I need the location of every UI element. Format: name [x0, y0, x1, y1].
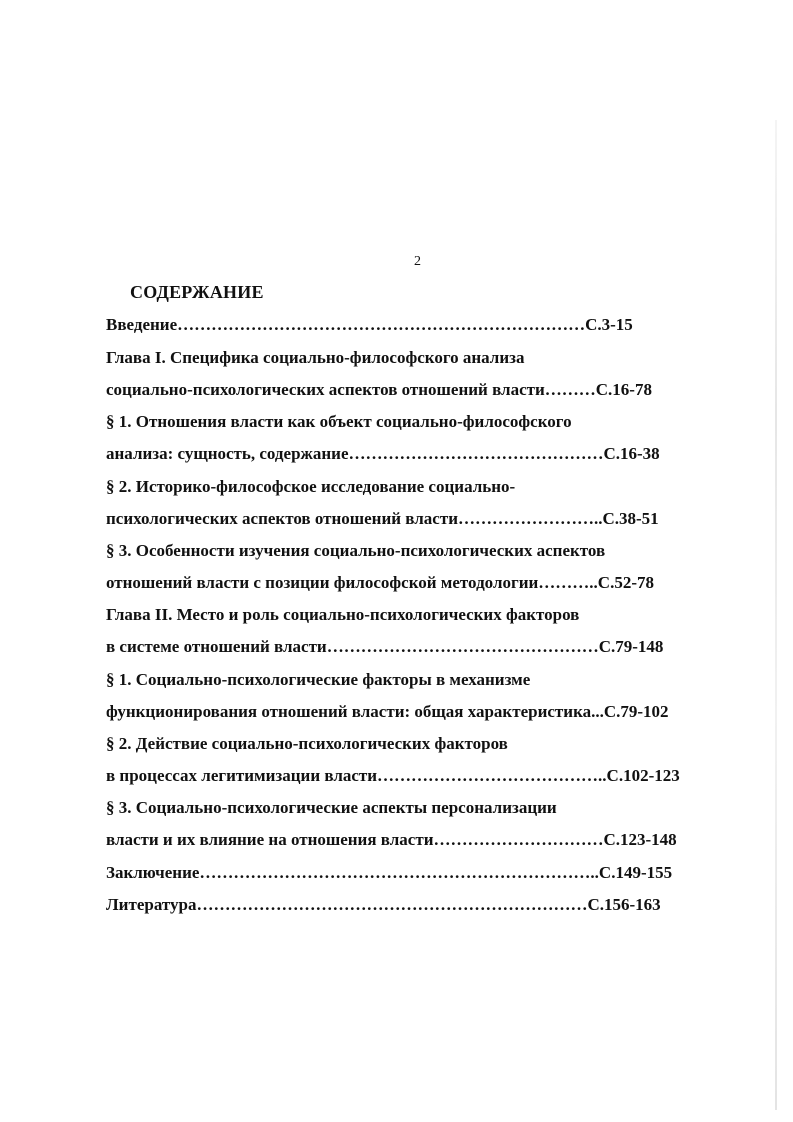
toc-line: § 2. Историко-философское исследование социально-: [106, 477, 516, 496]
toc-line: Литература……………………………………………………………С.156-163: [106, 895, 661, 914]
toc-line: Заключение……………………………………………………………..С.149-155: [106, 863, 673, 882]
toc-line: § 1. Отношения власти как объект социально-философского: [106, 412, 572, 431]
toc-line: Введение………………………………………………………………С.3-15: [106, 315, 633, 334]
toc-line: § 3. Особенности изучения социально-психологических аспектов: [106, 541, 606, 560]
toc-line: в системе отношений власти…………………………………………С.79-148: [106, 637, 664, 656]
toc-line: Глава I. Специфика социально-философского анализа: [106, 348, 525, 367]
toc-line: § 3. Социально-психологические аспекты персонализации: [106, 798, 557, 817]
toc-line: отношений власти с позиции философской методологии………..С.52-78: [106, 573, 654, 592]
page-number: 2: [414, 254, 421, 269]
toc-heading: СОДЕРЖАНИЕ: [130, 282, 264, 302]
toc-line: социально-психологических аспектов отношений власти………С.16-78: [106, 380, 652, 399]
toc-line: власти и их влияние на отношения власти…………………………С.123-148: [106, 830, 677, 849]
toc-line: анализа: сущность, содержание………………………………………С.16-38: [106, 444, 660, 463]
toc-line: в процессах легитимизации власти…………………………………..С.102-123: [106, 766, 680, 785]
toc-line: функционирования отношений власти: общая характеристика...С.79-102: [106, 702, 669, 721]
toc-line: § 1. Социально-психологические факторы в механизме: [106, 670, 531, 689]
toc-line: Глава II. Место и роль социально-психологических факторов: [106, 605, 580, 624]
toc-line: § 2. Действие социально-психологических факторов: [106, 734, 508, 753]
toc-line: психологических аспектов отношений власти……………………..С.38-51: [106, 509, 659, 528]
